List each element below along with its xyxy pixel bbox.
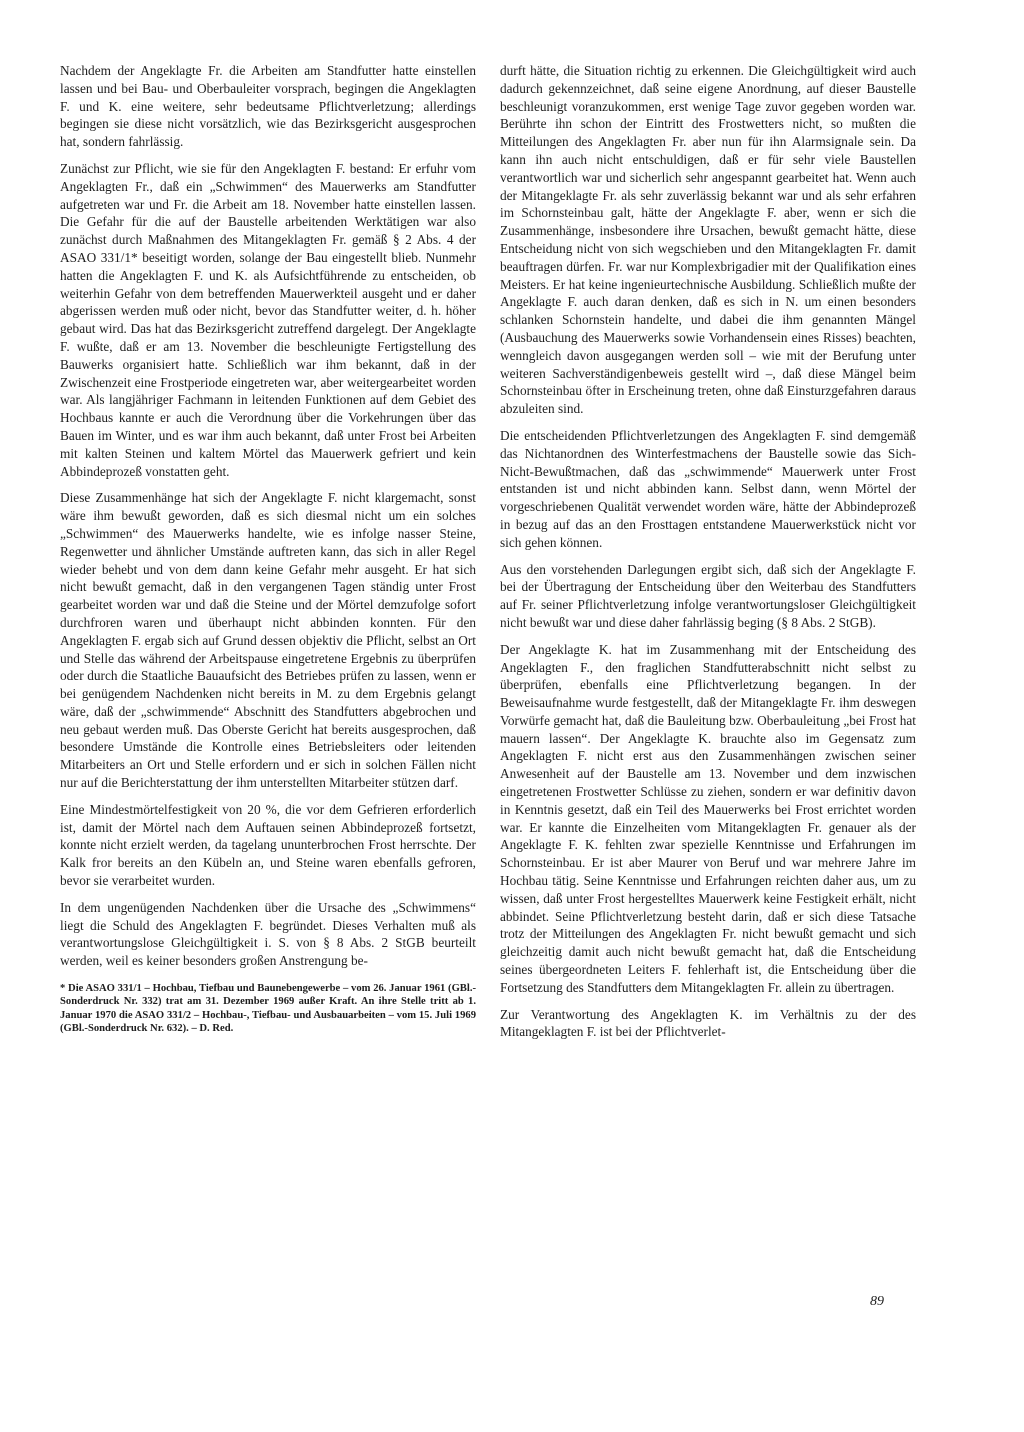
right-column — [500, 62, 916, 1050]
left-column — [60, 62, 476, 1036]
paragraph: durft hätte, die Situation richtig zu erkennen. Die Gleichgültigkeit wird auch dadurch gekennzeichnet, daß seine eigene Anordnung, auf dieser Baustelle beschleunigt voranzukommen, erst wenige Tage zuvor gegeben worden war. Berührte ihn schon der Eintritt des Frostwetters nicht, so mußten die Mitteilungen des Angeklagten Fr. aber nun für ihn Alarmsignale sein. Da kann ihn auch nicht entschuldigen, daß er für sehr viele Baustellen verantwortlich war und sicherlich sehr angespannt gearbeitet hat. Wenn auch der Mitangeklagte Fr. als sehr zuverlässig bekannt war und als sehr erfahren im Schornsteinbau galt, hätte der Angeklagte F. aber, wenn er sich die Zusammenhänge, insbesondere ihre Ursachen, bewußt gemacht hätte, diese Entscheidung nicht von sich wegschieben und den Mitangeklagten Fr. damit beauftragen dürfen. Fr. war nur Komplexbrigadier mit der Qualifikation eines Meisters. Er hat keine ingenieurtechnische Ausbildung. Schließlich mußte der Angeklagte F. auch daran denken, daß es sich in N. um einen besonders schlanken Schornstein handelte, und dabei die ihm genannten Mängel (Ausbauchung des Mauerwerks sowie Vorhandensein eines Risses) beachten, wenngleich davon ausgegangen werden soll – wie mit der Berufung unter weiteren Sachverständigenbeweis gestellt wird –, daß diese Mängel beim Schornsteinbau öfter in Erscheinung treten, ohne daß Einsturzgefahren daraus abzuleiten sind. — [500, 63, 916, 417]
footnote: * Die ASAO 331/1 – Hochbau, Tiefbau und Baunebengewerbe – vom 26. Januar 1961 (GBl.-Sonderdruck Nr. 332) trat am 31. Dezember 1969 außer Kraft. An ihre Stelle tritt ab 1. Januar 1970 die ASAO 331/2 – Hochbau-, Tiefbau- und Ausbauarbeiten – vom 15. Juli 1969 (GBl.-Sonderdruck Nr. 632). – D. Red. — [60, 983, 476, 1035]
paragraph: Diese Zusammenhänge hat sich der Angeklagte F. nicht klargemacht, sonst wäre ihm bewußt geworden, daß es sich diesmal nicht um ein solches „Schwimmen“ des Mauerwerks handelte, wie es infolge nasser Steine, Regenwetter und ähnlicher Umstände auftreten kann, das sich in aller Regel wieder behebt und von dem dann keine Gefahr mehr ausgeht. Er hat sich nicht bewußt gemacht, daß in den vergangenen Tagen ständig unter Frost gearbeitet worden war und daß die Steine und der Mörtel demzufolge sofort durchfroren waren und überhaupt nicht abbinden konnten. Für den Angeklagten F. ergab sich auf Grund dessen objektiv die Pflicht, selbst an Ort und Stelle das während der Arbeitspause eingetretene Ergebnis zu überprüfen oder durch die Staatliche Bauaufsicht des Betriebes prüfen zu lassen, wenn er bei genügendem Nachdenken nicht bereits in M. zu dem Ergebnis gelangt wäre, daß der „schwimmende“ Abschnitt des Standfutters abgebrochen und neu gebaut werden muß. Das Oberste Gericht hat bereits ausgesprochen, daß besondere Umstände die Kontrolle eines Betriebsleiters oder leitenden Mitarbeiters an Ort und Stelle erfordern und er sich in solchen Fällen nicht nur auf die Berichterstattung der ihm unterstellten Mitarbeiter stützen darf. — [60, 490, 476, 791]
paragraph: Der Angeklagte K. hat im Zusammenhang mit der Entscheidung des Angeklagten F., den fraglichen Standfutterabschnitt nicht selbst zu überprüfen, ebenfalls eine Pflichtverletzung begangen. In der Beweisaufnahme wurde festgestellt, daß der Mitangeklagte Fr. ihm deswegen Vorwürfe gemacht hat, daß die Bauleitung bzw. Oberbauleitung „bei Frost hat mauern lassen“. Der Angeklagte K. brauchte also im Gegensatz zum Angeklagten F. nicht erst aus den Zusammenhängen zwischen seiner Anwesenheit auf der Baustelle am 13. November und dem inzwischen eingetretenen Frostwetter Schlüsse zu ziehen, sondern er war definitiv davon in Kenntnis gesetzt, daß ein Teil des Mauerwerks bei Frost errichtet worden war. Er kannte die Einzelheiten vom Mitangeklagten Fr. genauer als der Angeklagte F. K. fehlten zwar spezielle Kenntnisse und Erfahrungen im Schornsteinbau. Er ist aber Maurer von Beruf und war mehrere Jahre im Hochbau tätig. Seine Kenntnisse und Erfahrungen reichten daher aus, um zu wissen, daß unter Frost hergestelltes Mauerwerk keine Festigkeit erhält, nicht abbindet. Seine Pflichtverletzung besteht darin, daß er sich diese Tatsache trotz der Mitteilungen des Angeklagten Fr. nicht bewußt gemacht und sich gleichzeitig damit auch nicht bewußt gemacht hat, daß die Entscheidung seines übergeordneten Leiters F. fehlerhaft ist, die Entscheidung über die Fortsetzung des Standfutters dem Mitangeklagten Fr. allein zu übertragen. — [500, 641, 916, 995]
paragraph: Eine Mindestmörtelfestigkeit von 20 %, die vor dem Gefrieren erforderlich ist, damit der Mörtel nach dem Auftauen seinen Abbindeprozeß fortsetzt, konnte nicht erzielt werden, da tagelang ununterbrochen Frost herrschte. Der Kalk fror bereits an den Kübeln an, und Steine waren ebenfalls gefroren, bevor sie verarbeitet wurden. — [60, 801, 476, 889]
paragraph: Die entscheidenden Pflichtverletzungen des Angeklagten F. sind demgemäß das Nichtanordnen des Winterfestmachens der Baustelle sowie das Sich-Nicht-Bewußtmachen, daß das „schwimmende“ Mauerwerk unter Frost entstanden ist und nicht abbinden kann. Selbst dann, wenn Mörtel der vorgeschriebenen Qualität verwendet worden wäre, hätte der Abbindeprozeß in bezug auf das an den Frosttagen entstandene Mauerwerkstück nicht vor sich gehen können. — [500, 427, 916, 550]
paragraph: Zur Verantwortung des Angeklagten K. im Verhältnis zu der des Mitangeklagten F. ist bei der Pflichtverlet- — [500, 1006, 916, 1040]
paragraph: In dem ungenügenden Nachdenken über die Ursache des „Schwimmens“ liegt die Schuld des Angeklagten F. begründet. Dieses Verhalten muß als verantwortungslose Gleichgültigkeit i. S. von § 8 Abs. 2 StGB beurteilt werden, weil es keiner besonders großen Anstrengung be- — [60, 899, 476, 969]
page-number: 89 — [870, 1294, 884, 1309]
paragraph: Zunächst zur Pflicht, wie sie für den Angeklagten F. bestand: Er erfuhr vom Angeklagten Fr., daß ein „Schwimmen“ des Mauerwerks am Standfutter aufgetreten war und Fr. die Arbeit am 18. November hatte einstellen lassen. Die Gefahr für die auf der Baustelle arbeitenden Werktätigen war also zunächst durch Maßnahmen des Mitangeklagten Fr. gemäß § 2 Abs. 4 der ASAO 331/1* beseitigt worden, solange der Bau eingestellt blieb. Nunmehr hatten die Angeklagten F. und K. als Aufsichtführende zu entscheiden, ob weiterhin Gefahr von dem betreffenden Mauerwerkteil ausgeht und er daher abgerissen werden muß oder nicht, bevor das Standfutter weiter, d. h. höher gebaut wird. Das hat das Bezirksgericht zutreffend dargelegt. Der Angeklagte F. wußte, daß er am 13. November die beschleunigte Fertigstellung des Bauwerks organisiert hatte. Schließlich war ihm bekannt, daß in der Zwischenzeit eine Frostperiode eingetreten war, aber weitergearbeitet worden war. Als langjähriger Fachmann in leitenden Funktionen auf dem Gebiet des Hochbaus kannte er auch die Verordnung über die Vorkehrungen über das Bauen im Winter, und es war ihm auch bekannt, daß unter Frost bei Arbeiten mit kalten Steinen und kaltem Mörtel das Mauerwerk gefriert und kein Abbindeprozeß vonstatten geht. — [60, 160, 476, 479]
paragraph: Aus den vorstehenden Darlegungen ergibt sich, daß sich der Angeklagte F. bei der Übertragung der Entscheidung über den Weiterbau des Standfutters auf Fr. seiner Pflichtverletzung infolge verantwortungsloser Gleichgültigkeit nicht bewußt war und diese daher fahrlässig beging (§ 8 Abs. 2 StGB). — [500, 561, 916, 630]
paragraph: Nachdem der Angeklagte Fr. die Arbeiten am Standfutter hatte einstellen lassen und bei Bau- und Oberbauleiter vorsprach, begingen die Angeklagten F. und K. eine weitere, sehr bedeutsame Pflichtverletzung; allerdings begingen sie diese nicht vorsätzlich, wie das Bezirksgericht ausgesprochen hat, sondern fahrlässig. — [60, 63, 476, 150]
